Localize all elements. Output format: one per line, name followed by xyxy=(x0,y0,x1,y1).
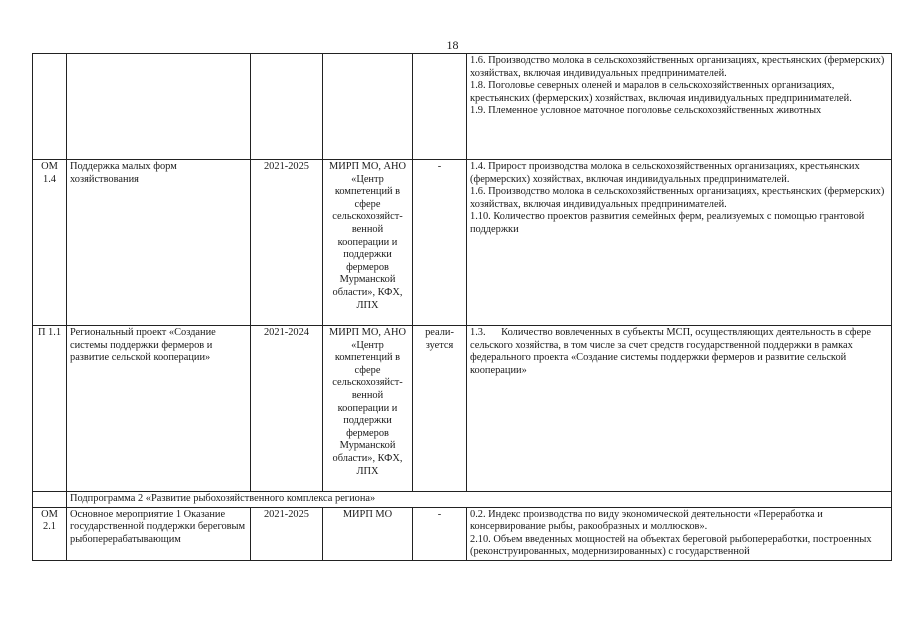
subprogram-row xyxy=(33,492,892,508)
row-code: П 1.1 xyxy=(33,326,67,492)
row-result: реали-зуется xyxy=(413,326,467,492)
indicator-list xyxy=(470,509,888,559)
row-executors: МИРП МО xyxy=(323,507,413,560)
row-executors: МИРП МО, АНО «Центр компетенций в сфере сельскохозяйст-венной кооперации и поддержки фермеров Мурманской области», КФХ, ЛПХ xyxy=(323,160,413,326)
indicator-item: 1.4. Прирост производства молока в сельскохозяйственных организациях, крестьянских (фермерских) хозяйствах, включая индивидуальных предпринимателей. xyxy=(470,161,863,185)
row-code: ОМ 1.4 xyxy=(33,160,67,326)
indicator-item: 1.6. Производство молока в сельскохозяйственных организациях, крестьянских (фермерских) хозяйствах, включая индивидуальных предпринимателей. xyxy=(470,55,887,79)
indicator-item: 1.10. Количество проектов развития семейных ферм, реализуемых с помощью грантовой поддержки xyxy=(470,211,867,235)
row-name xyxy=(67,507,251,560)
row-name: Региональный проект «Создание системы поддержки фермеров и развитие сельской кооперации» xyxy=(67,326,251,492)
row-name xyxy=(67,54,251,160)
row-indicators xyxy=(467,326,892,492)
indicator-item: 1.9. Племенное условное маточное поголовье сельскохозяйственных животных xyxy=(470,105,822,117)
program-table xyxy=(32,53,892,561)
indicator-item: 2.10. Объем введенных мощностей на объектах береговой рыбопереработки, построенных (реконструированных, модернизированных) с государственной xyxy=(470,533,875,558)
row-indicators xyxy=(467,160,892,326)
table-row xyxy=(33,326,892,492)
row-period: 2021-2025 xyxy=(251,160,323,326)
row-executors xyxy=(323,54,413,160)
indicator-item: 1.3. Количество вовлеченных в субъекты МСП, осуществляющих деятельность в сфере сельского хозяйства, в том числе за счет средств государственной поддержки в рамках федерального проекта «Создание системы поддержки фермеров и развитие сельской кооперации» xyxy=(470,327,874,376)
indicator-item: 0.2. Индекс производства по виду экономической деятельности «Переработка и консервирование рыбы, ракообразных и моллюсков». xyxy=(470,508,826,533)
row-result: - xyxy=(413,160,467,326)
row-indicators xyxy=(467,54,892,160)
row-period: 2021-2025 xyxy=(251,507,323,560)
table-row xyxy=(33,160,892,326)
row-name-text: Основное мероприятие 1 Оказание государственной поддержки береговым рыбоперерабатывающим xyxy=(70,508,246,545)
row-period: 2021-2024 xyxy=(251,326,323,492)
page-number: 18 xyxy=(446,38,459,52)
row-result: - xyxy=(413,507,467,560)
indicator-item: 1.8. Поголовье северных оленей и маралов в сельскохозяйственных организациях, крестьянских (фермерских) хозяйствах, включая индивидуальных предпринимателей. xyxy=(470,80,852,104)
subprogram-title: Подпрограмма 2 «Развитие рыбохозяйственного комплекса региона» xyxy=(67,492,892,508)
row-code xyxy=(33,54,67,160)
table-row xyxy=(33,54,892,160)
indicator-item: 1.6. Производство молока в сельскохозяйственных организациях, крестьянских (фермерских) хозяйствах, включая индивидуальных предпринимателей. xyxy=(470,186,887,210)
row-period xyxy=(251,54,323,160)
row-name: Поддержка малых форм хозяйствования xyxy=(67,160,251,326)
row-executors: МИРП МО, АНО «Центр компетенций в сфере сельскохозяйст-венной кооперации и поддержки фермеров Мурманской области», КФХ, ЛПХ xyxy=(323,326,413,492)
row-result xyxy=(413,54,467,160)
row-code: ОМ 2.1 xyxy=(33,507,67,560)
row-indicators xyxy=(467,507,892,560)
table-row xyxy=(33,507,892,560)
